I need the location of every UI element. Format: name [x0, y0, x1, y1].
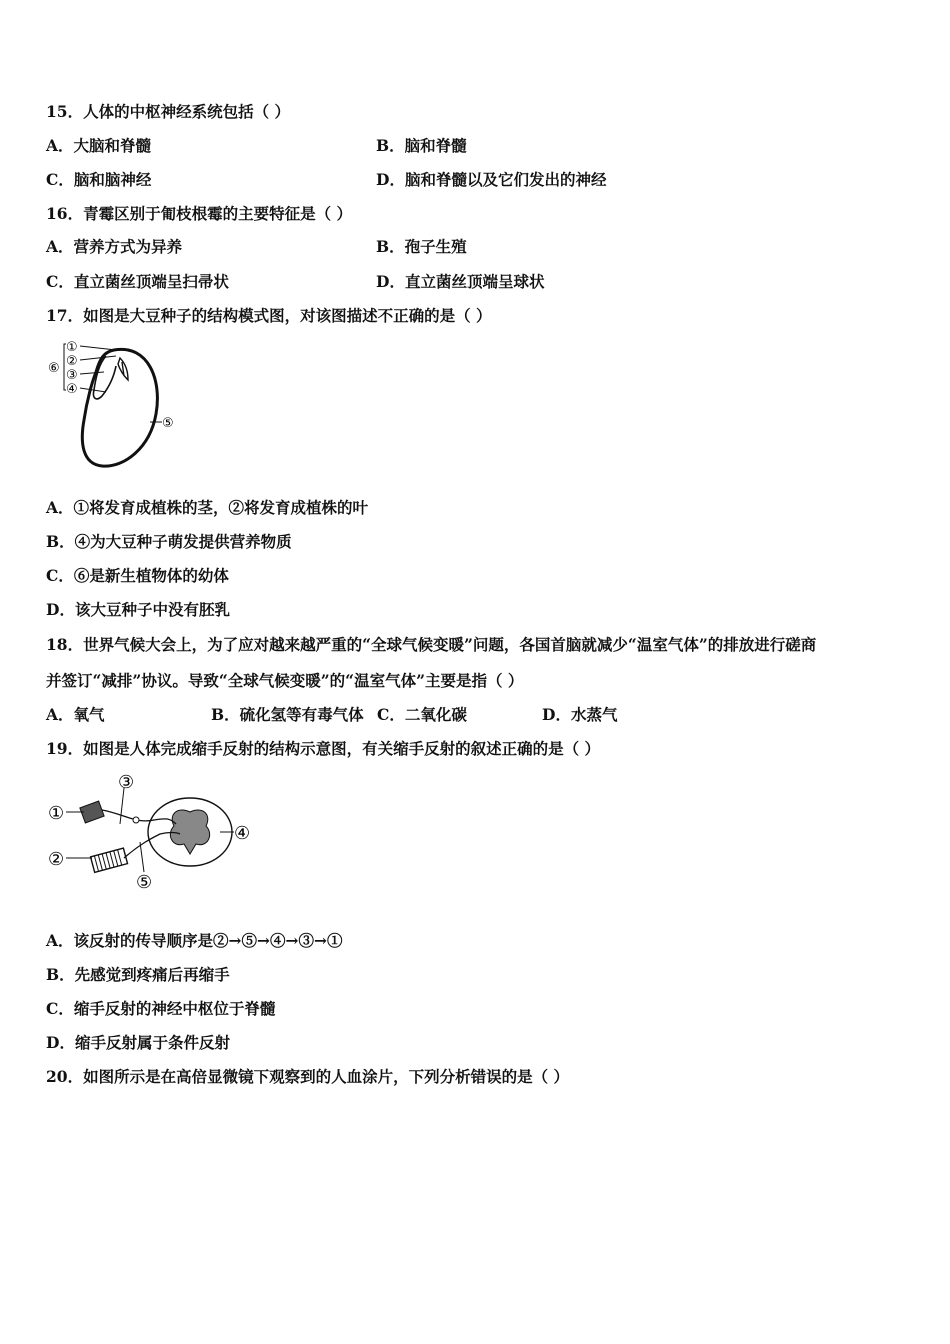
- seed-label-4: ④: [66, 382, 78, 397]
- reflex-arc-figure: [44, 768, 260, 896]
- embryo-axis: [93, 356, 116, 399]
- q16-stem: 16．青霉区别于匍枝根霉的主要特征是（ ）: [46, 204, 352, 223]
- seed-label-5: ⑤: [162, 416, 174, 431]
- q18-option-d: D．水蒸气: [542, 705, 618, 724]
- q19-option-d: D．缩手反射属于条件反射: [46, 1033, 230, 1052]
- q17-option-a: A．①将发育成植株的茎，②将发育成植株的叶: [46, 498, 369, 517]
- q15-stem: 15．人体的中枢神经系统包括（ ）: [46, 102, 290, 121]
- q17-stem: 17．如图是大豆种子的结构模式图，对该图描述不正确的是（ ）: [46, 306, 492, 325]
- plumule: [118, 358, 128, 380]
- q16-option-a: A．营养方式为异养: [46, 237, 183, 256]
- q19-option-c: C．缩手反射的神经中枢位于脊髓: [46, 999, 276, 1018]
- q15-option-a: A．大脑和脊髓: [46, 136, 152, 155]
- seed-label-3: ③: [66, 368, 78, 383]
- effector: [91, 848, 128, 872]
- q18-option-b: B．硫化氢等有毒气体: [211, 705, 364, 724]
- reflex-label-5: ⑤: [136, 872, 153, 893]
- q15-option-d: D．脑和脊髓以及它们发出的神经: [376, 170, 607, 189]
- reflex-label-2: ②: [48, 849, 65, 870]
- q18-stem-line1: 18．世界气候大会上，为了应对越来越严重的“全球气候变暖”问题，各国首脑就减少“温室气体”的排放进行磋商: [46, 635, 817, 654]
- q15-option-b: B．脑和脊髓: [376, 136, 467, 155]
- q16-option-c: C．直立菌丝顶端呈扫帚状: [46, 272, 229, 291]
- q15-option-c: C．脑和脑神经: [46, 170, 152, 189]
- q16-option-d: D．直立菌丝顶端呈球状: [376, 272, 545, 291]
- q18-stem-line2: 并签订“减排”协议。导致“全球气候变暖”的“温室气体”主要是指（ ）: [46, 671, 524, 690]
- seed-label-2: ②: [66, 354, 78, 369]
- seed-label-1: ①: [66, 340, 78, 355]
- q16-option-b: B．孢子生殖: [376, 237, 467, 256]
- soybean-seed-figure: [44, 336, 184, 472]
- q18-option-c: C．二氧化碳: [377, 705, 467, 724]
- q17-option-c: C．⑥是新生植物体的幼体: [46, 566, 229, 585]
- seed-label-6: ⑥: [48, 361, 60, 376]
- reflex-label-1: ①: [48, 803, 65, 824]
- q17-option-b: B．④为大豆种子萌发提供营养物质: [46, 532, 292, 551]
- q20-stem: 20．如图所示是在高倍显微镜下观察到的人血涂片，下列分析错误的是（ ）: [46, 1067, 569, 1086]
- q19-option-a: A．该反射的传导顺序是②→⑤→④→③→①: [46, 931, 343, 950]
- q17-option-d: D．该大豆种子中没有胚乳: [46, 600, 230, 619]
- q18-option-a: A．氧气: [46, 705, 105, 724]
- reflex-label-4: ④: [234, 823, 251, 844]
- q19-stem: 19．如图是人体完成缩手反射的结构示意图，有关缩手反射的叙述正确的是（ ）: [46, 739, 600, 758]
- reflex-label-3: ③: [118, 772, 135, 793]
- q19-option-b: B．先感觉到疼痛后再缩手: [46, 965, 230, 984]
